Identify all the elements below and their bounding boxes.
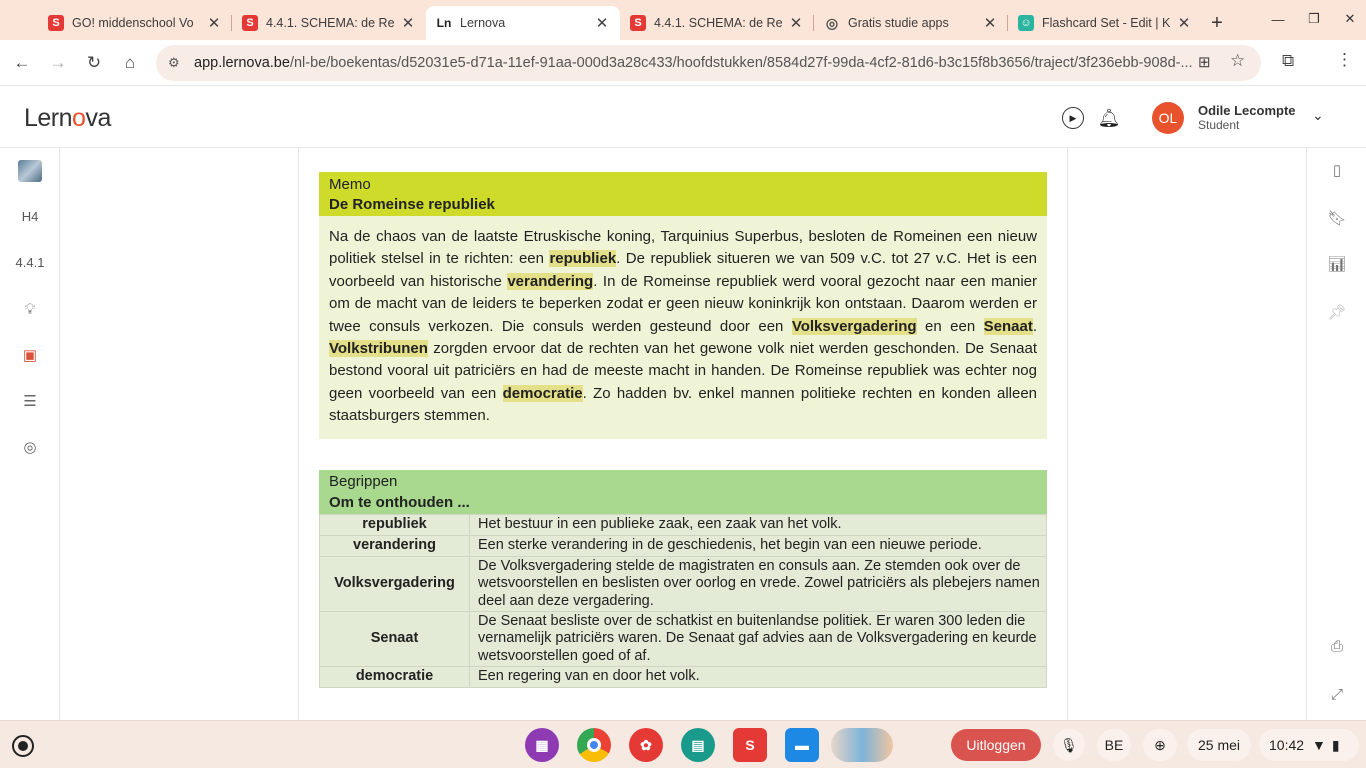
book-cover-thumbnail[interactable] bbox=[18, 160, 42, 182]
add-icon[interactable]: ⊕ bbox=[1143, 729, 1177, 761]
tab-title: GO! middenschool Vo bbox=[72, 16, 194, 30]
tab-favicon: S bbox=[242, 15, 258, 31]
user-name[interactable]: Odile Lecompte bbox=[1198, 103, 1296, 118]
files-icon[interactable]: ▬ bbox=[785, 728, 819, 762]
section-label[interactable]: 4.4.1 bbox=[15, 255, 45, 270]
address-bar[interactable] bbox=[156, 45, 1261, 81]
left-sidebar bbox=[0, 148, 60, 720]
term-cell: democratie bbox=[320, 667, 470, 688]
content-area bbox=[60, 148, 1306, 720]
terms-table bbox=[319, 514, 1047, 688]
tab-favicon: S bbox=[630, 15, 646, 31]
bookmark-star-icon[interactable]: ☆ bbox=[1230, 51, 1246, 70]
play-icon[interactable]: ▶ bbox=[1062, 107, 1084, 129]
close-icon[interactable]: ✕ bbox=[1177, 15, 1191, 32]
begrippen-title: Om te onthouden ... bbox=[329, 494, 470, 511]
date-display[interactable]: 25 mei bbox=[1187, 729, 1251, 761]
checklist-icon[interactable]: ☰ bbox=[23, 393, 37, 410]
new-tab-icon[interactable]: + bbox=[1211, 11, 1223, 34]
wifi-icon: ▼ bbox=[1312, 737, 1326, 753]
bell-icon[interactable]: 🔔︎ bbox=[1097, 107, 1121, 128]
app-icon[interactable]: ▦ bbox=[525, 728, 559, 762]
memo-box bbox=[319, 172, 1047, 439]
lightbulb-icon[interactable]: 💡︎ bbox=[24, 300, 36, 318]
close-icon[interactable]: ✕ bbox=[401, 15, 415, 32]
keyboard-language[interactable]: BE bbox=[1097, 729, 1131, 761]
pin-icon[interactable]: 📌︎ bbox=[1327, 304, 1347, 321]
tab-title: Lernova bbox=[460, 16, 506, 30]
lernova-logo[interactable]: Lernova bbox=[24, 104, 111, 132]
home-icon[interactable]: ⌂ bbox=[124, 52, 136, 72]
browser-tab-active[interactable] bbox=[426, 6, 620, 40]
keyword-highlight[interactable]: verandering bbox=[507, 272, 594, 290]
install-app-icon[interactable]: ⊞ bbox=[1198, 54, 1211, 71]
os-shelf bbox=[0, 720, 1366, 768]
battery-icon: ▮ bbox=[1331, 736, 1340, 753]
table-row bbox=[320, 515, 1047, 536]
keyword-highlight[interactable]: Volksvergadering bbox=[791, 317, 917, 335]
shelf-apps bbox=[525, 728, 893, 762]
browser-toolbar bbox=[0, 40, 1366, 86]
memo-text: Na de chaos van de laatste Etruskische koning, Tarquinius Superbus, besloten de Romeinen een nieuw politiek stelsel in te richten: een republiek. De republiek situeren we van 509 v.C. tot 27 v.C. Het is een voorbeeld van historische verandering. In de Romeinse republiek werd vooral gezocht naar een manier om de macht van de leiders te beperken zodat er geen nieuw koninkrijk kon ontstaan. Daarom werden er twee consuls verkozen. Die consuls werden gesteund door een Volksvergadering en een Senaat. Volkstribunen zorgden ervoor dat de rechten van het gewone volk niet werden geschonden. De Senaat bestond vooral uit patriciërs en had de meeste macht in handen. De Romeinse republiek was echter nog geen voorbeeld van een democratie. Zo hadden bv. enkel mannen politieke rechten en konden alleen staatsburgers stemmen. bbox=[319, 216, 1047, 439]
browser-tab[interactable] bbox=[38, 6, 232, 40]
memo-label: Memo bbox=[329, 176, 371, 193]
keyword-highlight[interactable]: republiek bbox=[549, 250, 617, 268]
logout-button[interactable]: Uitloggen bbox=[951, 729, 1041, 761]
tab-favicon: ◎ bbox=[825, 14, 839, 31]
extensions-icon[interactable]: ⧉ bbox=[1282, 51, 1295, 70]
memo-title: De Romeinse republiek bbox=[329, 196, 495, 213]
status-area[interactable] bbox=[1259, 729, 1359, 761]
menu-icon[interactable]: ⋮ bbox=[1336, 50, 1353, 69]
table-row bbox=[320, 557, 1047, 612]
close-icon[interactable]: ✕ bbox=[789, 15, 803, 32]
window-controls bbox=[1262, 6, 1366, 32]
restore-icon[interactable]: ❐ bbox=[1308, 11, 1320, 26]
forward-icon[interactable]: → bbox=[49, 52, 67, 72]
memo-header bbox=[319, 172, 1047, 216]
back-icon[interactable]: ← bbox=[13, 52, 31, 72]
tab-favicon: ☺ bbox=[1018, 15, 1034, 31]
tab-title: Flashcard Set - Edit | K bbox=[1042, 16, 1171, 30]
browser-tab[interactable] bbox=[1008, 6, 1202, 40]
fullscreen-icon[interactable]: ⤢ bbox=[1330, 685, 1343, 703]
panel-toggle-icon[interactable]: ▯ bbox=[1332, 162, 1342, 179]
browser-tab[interactable] bbox=[232, 6, 426, 40]
definition-cell: Een sterke verandering in de geschiedenis, het begin van een nieuwe periode. bbox=[470, 536, 1047, 557]
term-cell: Senaat bbox=[320, 612, 470, 667]
browser-tab[interactable] bbox=[620, 6, 814, 40]
right-sidebar bbox=[1306, 148, 1366, 720]
url-host: app.lernova.be bbox=[194, 55, 290, 71]
url-path: /nl-be/boekentas/d52031e5-d71a-11ef-91aa-000d3a28c433/hoofdstukken/8584d27f-99da-4cf2-81d6-b3c15f8b3656/traject/3f236ebb-908d-... bbox=[289, 55, 1193, 71]
browser-tab[interactable] bbox=[814, 6, 1008, 40]
app-header bbox=[0, 87, 1366, 148]
tab-favicon: Ln bbox=[436, 16, 452, 30]
header-icons bbox=[1062, 107, 1120, 129]
smartschool-icon[interactable]: S bbox=[733, 728, 767, 762]
table-row bbox=[320, 667, 1047, 688]
user-role: Student bbox=[1198, 118, 1240, 132]
table-row bbox=[320, 612, 1047, 667]
definition-cell: De Senaat besliste over de schatkist en buitenlandse politiek. Er waren 300 leden die vernamelijk patriciërs waren. De Senaat gaf advies aan de Volksvergadering en keurde wetsvoorstellen goed of af. bbox=[470, 612, 1047, 667]
close-window-icon[interactable]: ✕ bbox=[1344, 11, 1356, 26]
keyword-highlight[interactable]: Senaat bbox=[983, 317, 1033, 335]
browser-tab-strip bbox=[0, 0, 1366, 40]
tab-title: 4.4.1. SCHEMA: de Re bbox=[266, 16, 395, 30]
keyword-highlight[interactable]: democratie bbox=[502, 384, 583, 402]
tab-favicon: S bbox=[48, 15, 64, 31]
begrippen-box bbox=[319, 470, 1047, 688]
site-info-icon[interactable]: ⚙ bbox=[168, 55, 180, 70]
close-icon[interactable]: ✕ bbox=[983, 15, 997, 32]
brain-icon[interactable]: ◎ bbox=[23, 439, 37, 456]
book-icon[interactable]: ▣ bbox=[22, 347, 38, 364]
reload-icon[interactable]: ↻ bbox=[86, 52, 102, 72]
tab-title: Gratis studie apps bbox=[848, 16, 949, 30]
chrome-icon[interactable] bbox=[577, 728, 611, 762]
launcher-icon[interactable] bbox=[12, 735, 34, 757]
minimize-icon[interactable]: — bbox=[1271, 11, 1285, 27]
avatar[interactable]: OL bbox=[1152, 102, 1184, 134]
clock: 10:42 bbox=[1269, 737, 1305, 753]
keyword-highlight[interactable]: Volkstribunen bbox=[329, 340, 428, 358]
chevron-down-icon[interactable]: ⌄ bbox=[1312, 107, 1324, 123]
begrippen-label: Begrippen bbox=[329, 473, 398, 490]
begrippen-header bbox=[319, 470, 1047, 514]
definition-cell: Het bestuur in een publieke zaak, een zaak van het volk. bbox=[470, 515, 1047, 536]
bookmark-icon[interactable]: 🔖︎ bbox=[1327, 210, 1347, 227]
term-cell: republiek bbox=[320, 515, 470, 536]
definition-cell: De Volksvergadering stelde de magistraten en consuls aan. Ze stemden ook over de wetsvoorstellen en beslisten over oorlog en vrede. Zowel patriciërs als plebejers namen deel aan deze vergadering. bbox=[470, 557, 1047, 612]
table-row bbox=[320, 536, 1047, 557]
term-cell: Volksvergadering bbox=[320, 557, 470, 612]
term-cell: verandering bbox=[320, 536, 470, 557]
chapter-label[interactable]: H4 bbox=[21, 209, 39, 224]
tab-title: 4.4.1. SCHEMA: de Re bbox=[654, 16, 783, 30]
close-icon[interactable]: ✕ bbox=[207, 15, 221, 32]
classroom-icon[interactable]: ▤ bbox=[681, 728, 715, 762]
page-frame bbox=[298, 148, 1068, 720]
mic-icon[interactable]: 🎙︎ bbox=[1053, 729, 1085, 761]
close-icon[interactable]: ✕ bbox=[595, 15, 609, 32]
definition-cell: Een regering van en door het volk. bbox=[470, 667, 1047, 688]
print-icon[interactable]: ⎙ bbox=[1330, 637, 1343, 655]
palette-icon[interactable]: ✿ bbox=[629, 728, 663, 762]
window-thumbnail[interactable] bbox=[831, 728, 893, 762]
chart-icon[interactable]: 📊︎ bbox=[1327, 256, 1347, 273]
